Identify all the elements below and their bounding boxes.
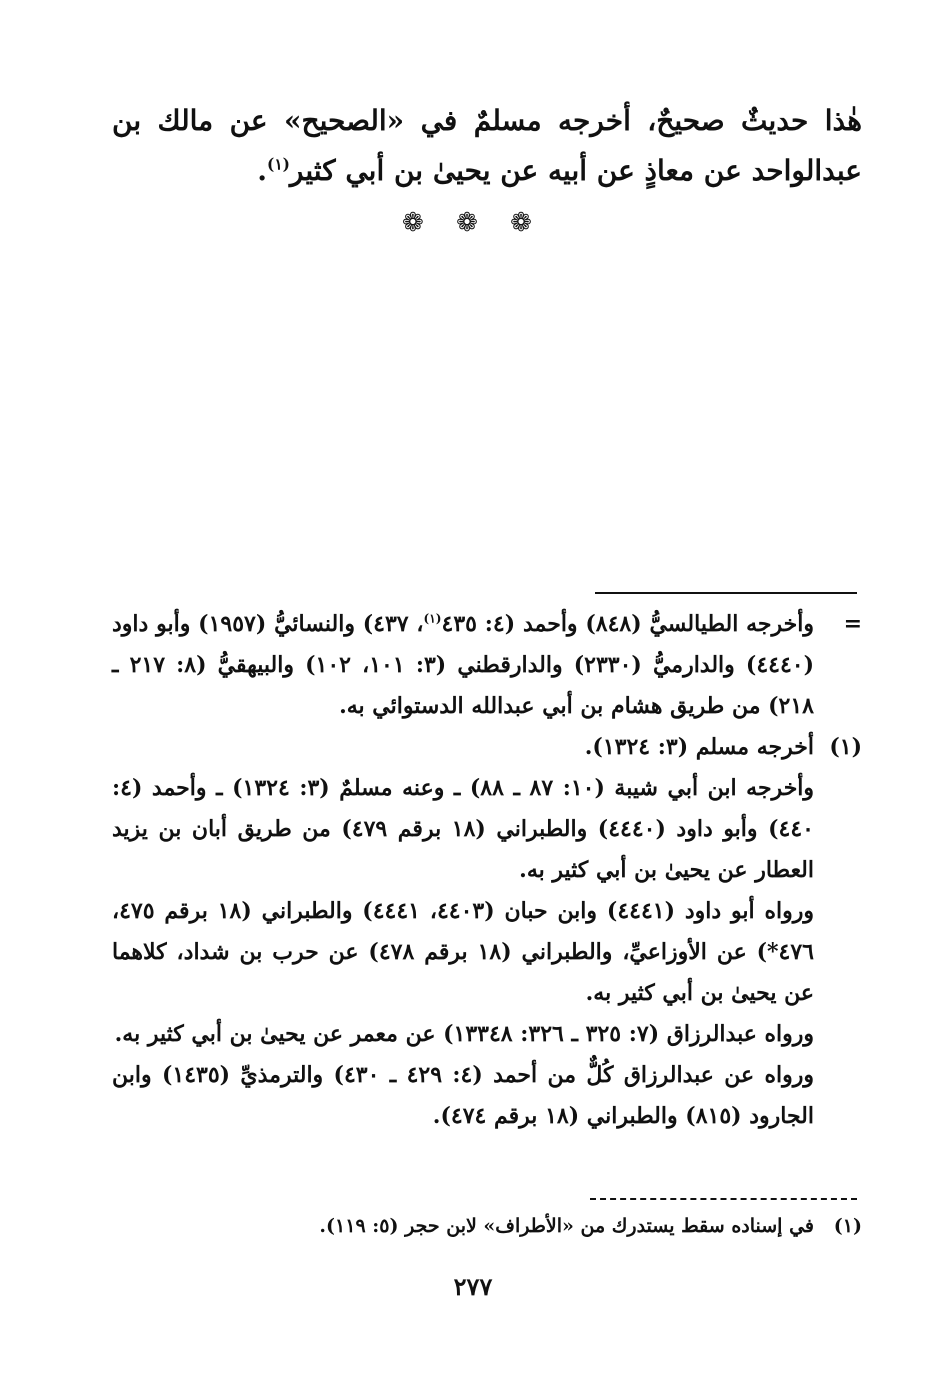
footnote-1-paragraph: وأخرجه ابن أبي شيبة (١٠: ٨٧ ـ ٨٨) ـ وعنه مسلمٌ (٣: ١٣٢٤) ـ وأحمد (٤: ٤٤٠) وأبو داود (٤٤٤٠) والطبراني (١٨ برقم ٤٧٩) من طريق أبان بن يزيد العطار عن يحيىٰ بن أبي كثير به.	[112, 775, 815, 883]
continuation-marker: =	[843, 611, 862, 637]
footnote-continued-text: وأخرجه الطيالسيُّ (٨٤٨) وأحمد (٤: ٤٣٥$^{(١)}$، ٤٣٧) والنسائيُّ (١٩٥٧) وأبو داود (٤٤٤٠) والدارميُّ (٢٣٣٠) والدارقطني (٣: ١٠١، ١٠٢) والبيهقيُّ (٨: ٢١٧ ـ ٢١٨) من طريق هشام بن أبي عبدالله الدستوائي به.	[112, 611, 815, 719]
footnotes-block	[112, 604, 862, 1137]
subnote-block	[112, 1206, 862, 1246]
page-number: ٢٧٧	[453, 1272, 493, 1301]
footnote-1-paragraph: ورواه عن عبدالرزاق كُلٌّ من أحمد (٤: ٤٢٩ ـ ٤٣٠) والترمذيِّ (١٤٣٥) وابن الجارود (٨١٥) والطبراني (١٨ برقم ٤٧٤).	[112, 1062, 815, 1129]
footnote-1-paragraph: ورواه أبو داود (٤٤٤١) وابن حبان (٤٤٠٣، ٤٤٤١) والطبراني (١٨ برقم ٤٧٥، ٤٧٦*) عن الأوزاعيِّ، والطبراني (١٨ برقم ٤٧٨) عن حرب بن شداد، كلاهما عن يحيىٰ بن أبي كثير به.	[112, 898, 814, 1006]
footnote-1-marker: (١)	[829, 734, 862, 760]
footnote-1-paragraph: ورواه عبدالرزاق (٧: ٣٢٥ ـ ٣٢٦: ١٣٣٤٨) عن معمر عن يحيىٰ بن أبي كثير به.	[114, 1021, 814, 1047]
subnote-reference[interactable]: (١)	[423, 611, 442, 626]
footnote-1-first-line: أخرجه مسلم (٣: ١٣٢٤).	[584, 734, 814, 760]
subnote-separator-line	[590, 1198, 857, 1200]
subnote-marker: (١)	[833, 1215, 862, 1237]
subnote-text: في إسناده سقط يستدرك من «الأطراف» لابن حجر (٥: ١١٩).	[319, 1215, 814, 1237]
main-line-2: عبدالواحد عن معاذٍ عن أبيه عن يحيىٰ بن أبي كثير	[289, 154, 862, 187]
footnote-separator-line	[595, 592, 857, 594]
footnote-continued	[112, 604, 862, 727]
main-line-1: هٰذا حديثٌ صحيحٌ، أخرجه مسلمٌ في «الصحيح» عن مالك بن	[112, 104, 862, 137]
main-line-end: .	[257, 154, 268, 187]
main-paragraph	[112, 96, 862, 196]
footnote-1	[112, 727, 862, 1137]
section-divider-ornament: ❁ ❁ ❁	[402, 208, 544, 238]
footnote-reference[interactable]: (١)	[267, 155, 290, 174]
